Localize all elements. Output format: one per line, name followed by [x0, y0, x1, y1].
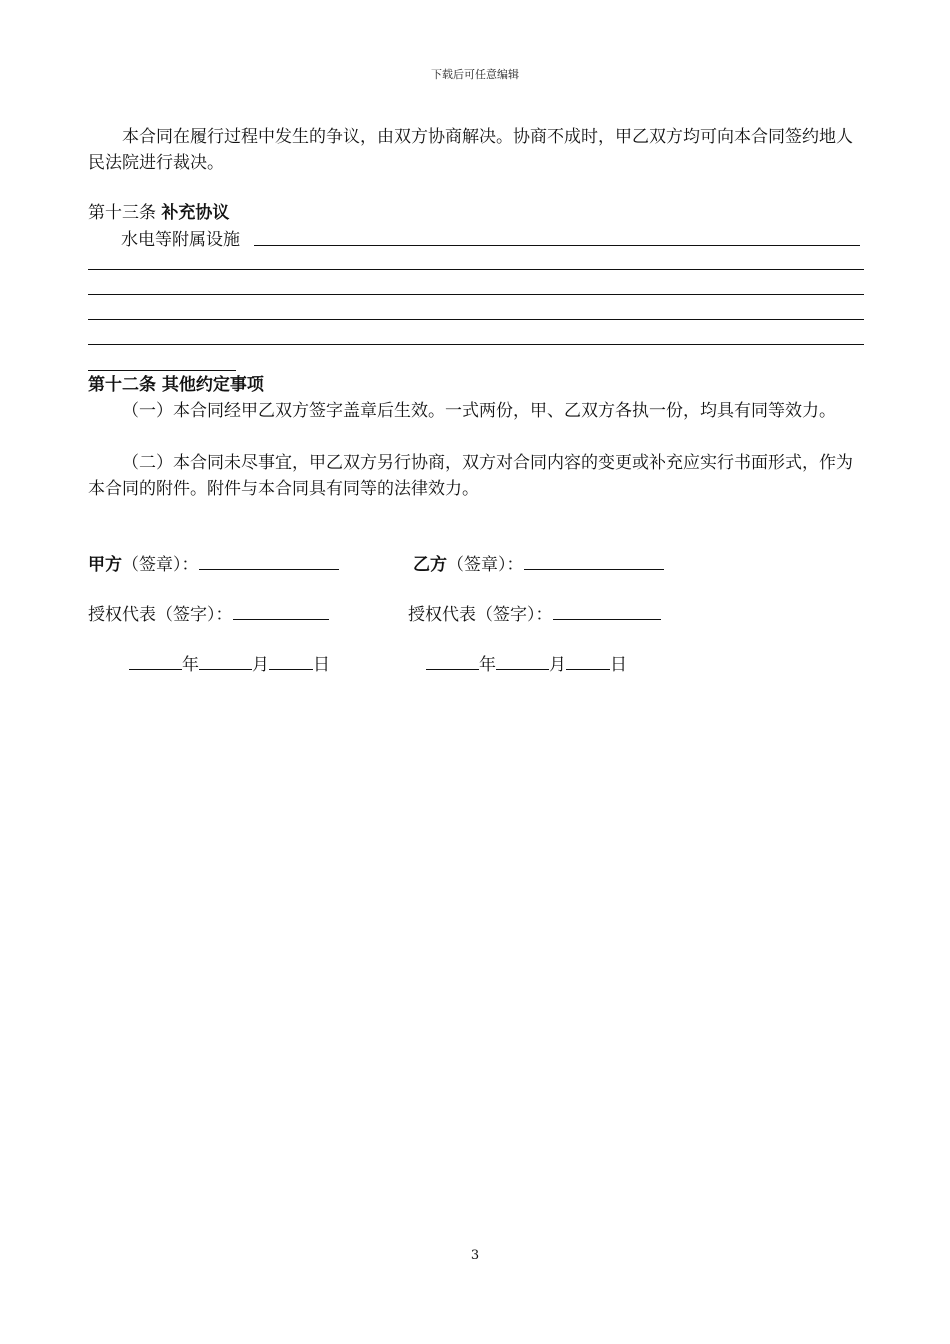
party-a-representative	[88, 600, 329, 625]
month-label: 月	[549, 655, 566, 675]
party-b-label: 乙方	[413, 555, 447, 575]
party-a-signature-line[interactable]	[199, 552, 339, 570]
month-label: 月	[252, 655, 269, 675]
party-b-signature	[413, 550, 664, 575]
supplement-blank-line	[88, 269, 864, 270]
article-12-heading: 第十二条 其他约定事项	[88, 375, 264, 395]
supplement-blank-line	[88, 319, 864, 320]
year-label: 年	[182, 655, 199, 675]
article-13-number: 第十三条	[88, 203, 156, 223]
party-b-rep-label: 授权代表（签字）：	[408, 605, 553, 625]
year-label: 年	[479, 655, 496, 675]
year-blank[interactable]	[426, 652, 479, 670]
party-a-rep-label: 授权代表（签字）：	[88, 605, 233, 625]
party-b-rep-line[interactable]	[553, 602, 661, 620]
supplement-blank-line	[88, 294, 864, 295]
supplement-blank-line	[88, 370, 236, 371]
article-12-item-1: （一）本合同经甲乙双方签字盖章后生效。一式两份，甲、乙双方各执一份，均具有同等效力。	[122, 401, 836, 421]
party-b-suffix: （签章）：	[447, 555, 524, 575]
party-a-rep-line[interactable]	[233, 602, 329, 620]
article-13-heading	[88, 200, 229, 226]
party-a-signature	[88, 550, 339, 575]
month-blank[interactable]	[199, 652, 252, 670]
supplement-blank-line	[88, 344, 864, 345]
party-a-suffix: （签章）：	[122, 555, 199, 575]
party-b-date	[426, 650, 627, 675]
page-number: 3	[470, 1248, 480, 1263]
year-blank[interactable]	[129, 652, 182, 670]
party-a-label: 甲方	[88, 555, 122, 575]
day-label: 日	[313, 655, 330, 675]
supplement-blank-line	[254, 245, 860, 246]
party-a-date	[129, 650, 330, 675]
day-label: 日	[610, 655, 627, 675]
supplement-line-label: 水电等附属设施	[121, 230, 240, 250]
month-blank[interactable]	[496, 652, 549, 670]
article-12-item-2: （二）本合同未尽事宜，甲乙双方另行协商，双方对合同内容的变更或补充应实行书面形式，作为本合同的附件。附件与本合同具有同等的法律效力。	[88, 453, 853, 499]
party-b-representative	[408, 600, 661, 625]
party-b-signature-line[interactable]	[524, 552, 664, 570]
article-13-title: 补充协议	[161, 203, 230, 223]
day-blank[interactable]	[269, 652, 313, 670]
dispute-paragraph: 本合同在履行过程中发生的争议，由双方协商解决。协商不成时，甲乙双方均可向本合同签约地人民法院进行裁决。	[88, 127, 853, 173]
page-header: 下载后可任意编辑	[431, 68, 519, 81]
day-blank[interactable]	[566, 652, 610, 670]
